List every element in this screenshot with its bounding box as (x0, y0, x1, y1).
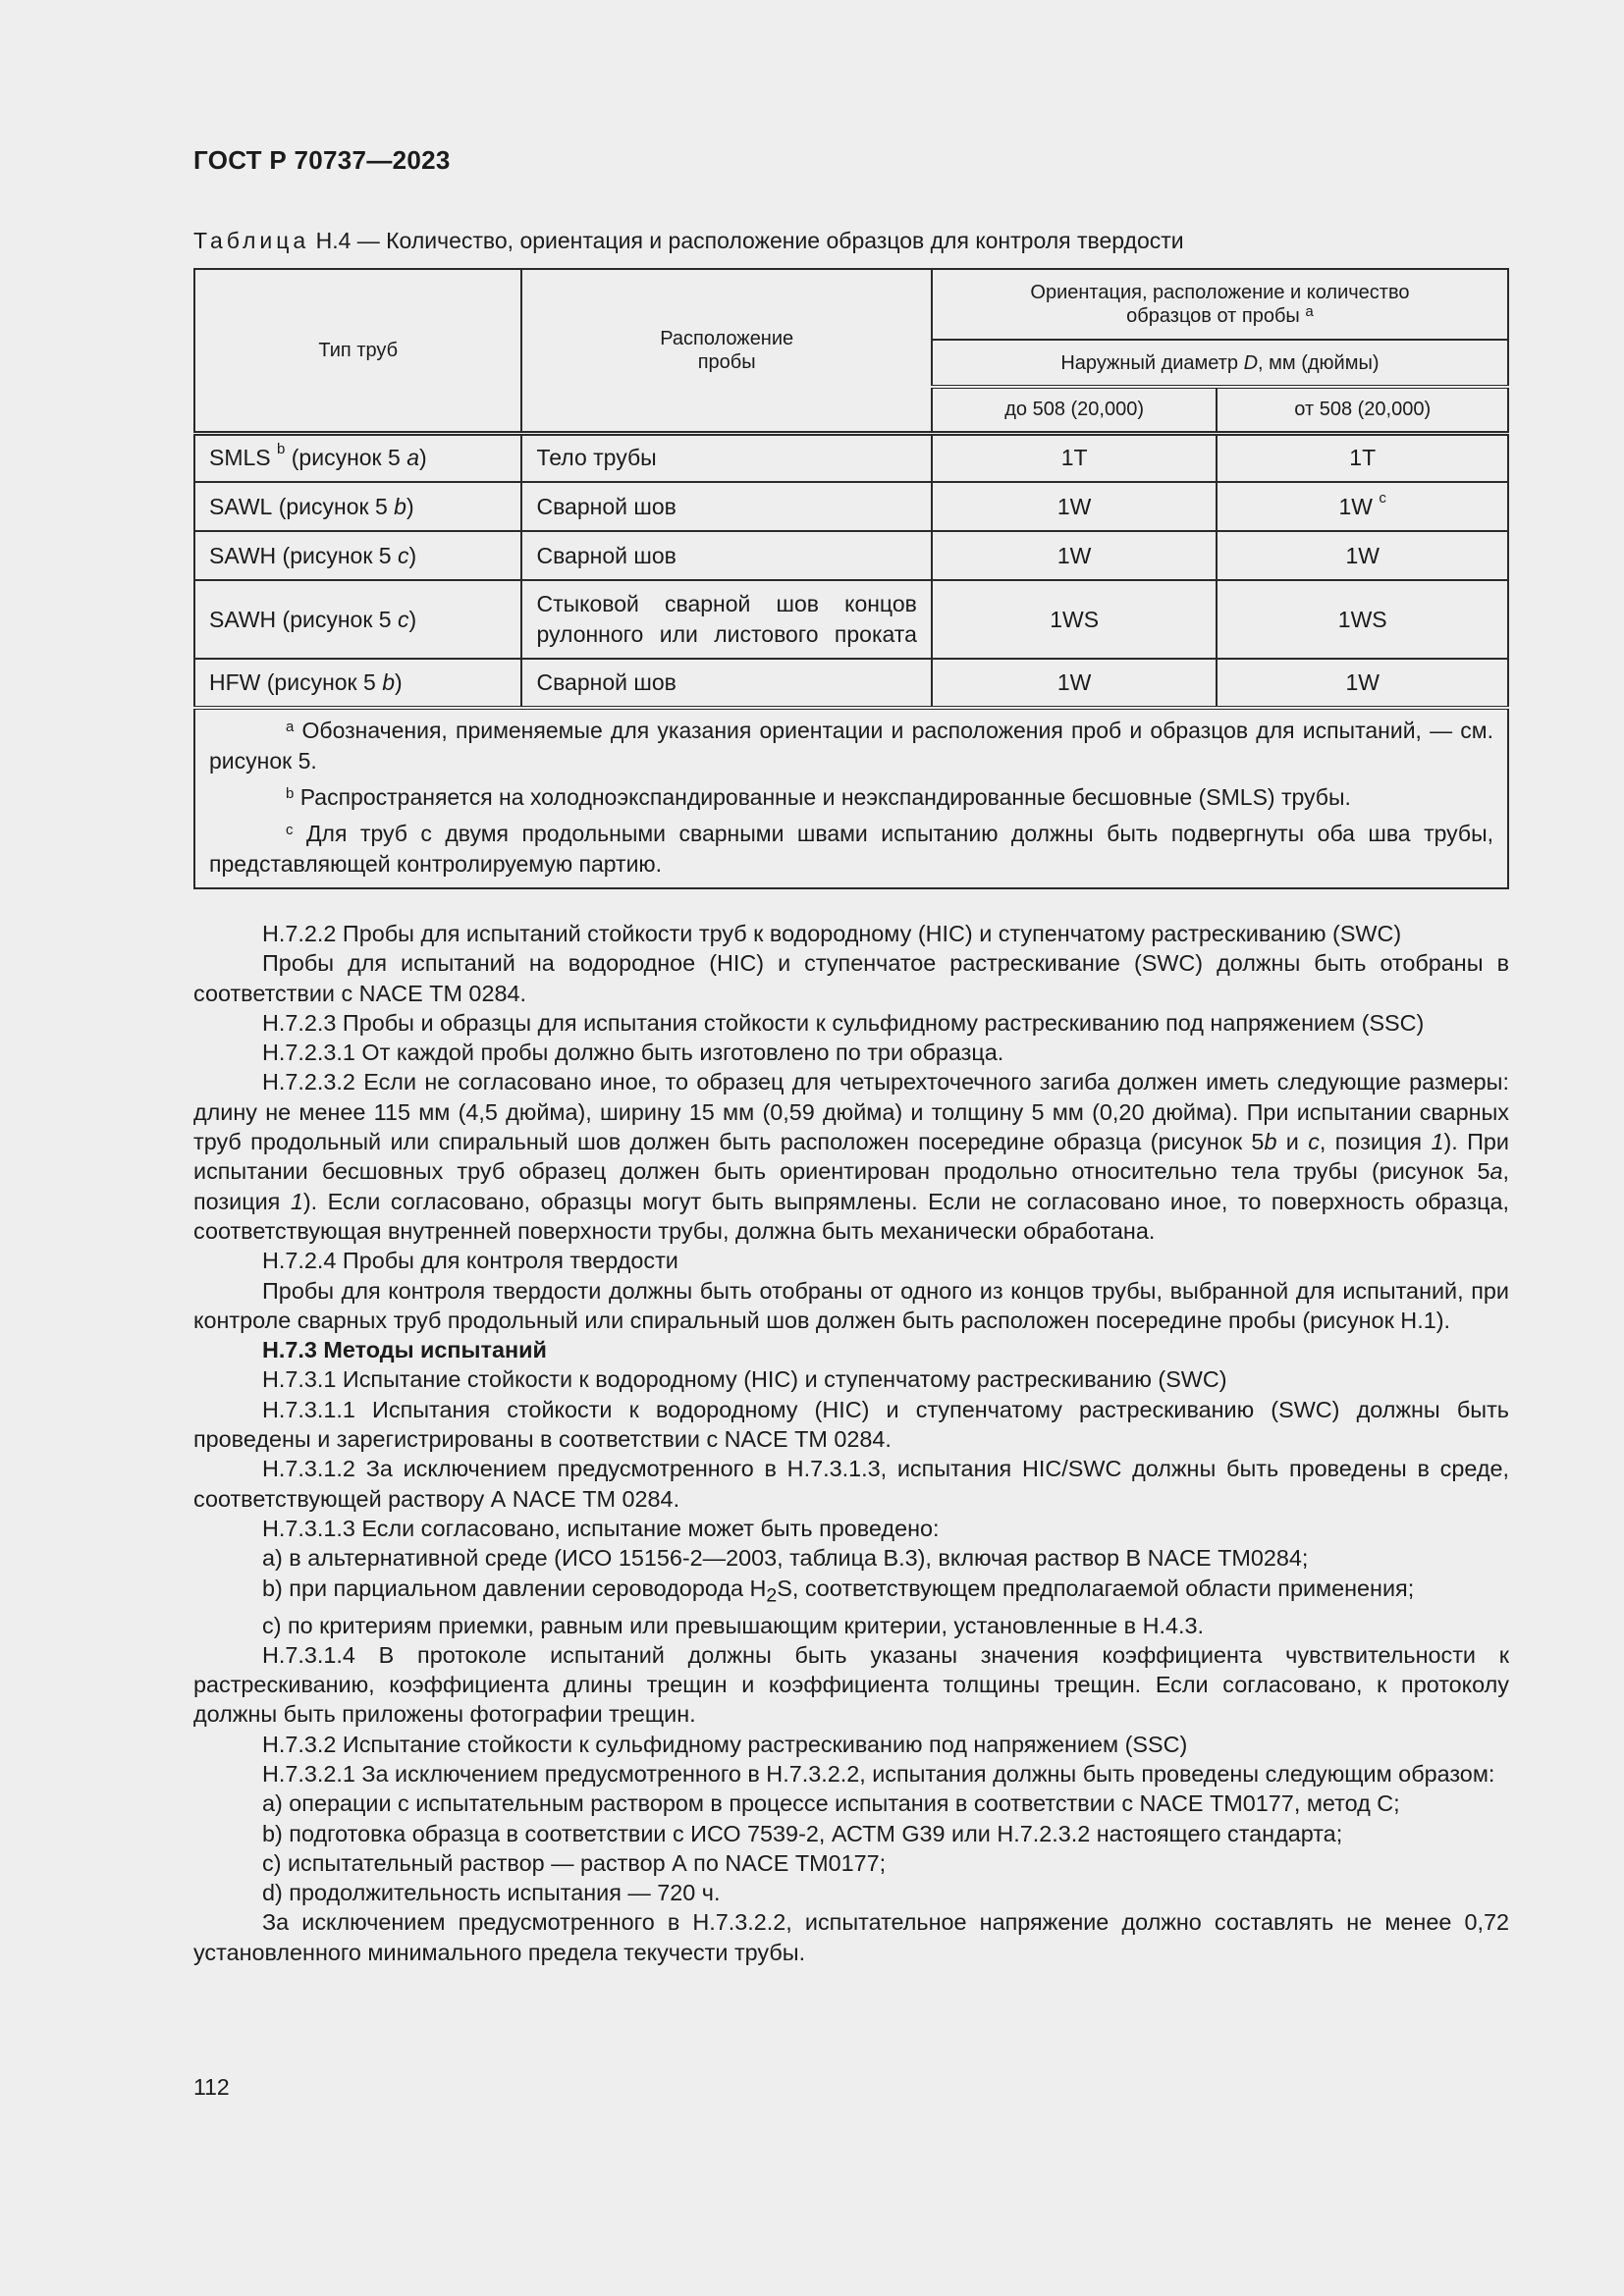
cell-location: Тело трубы (521, 433, 931, 482)
list-item: b) подготовка образца в соответствии с ИСО 7539-2, АСТМ G39 или Н.7.2.3.2 настоящего стандарта; (262, 1820, 1343, 1846)
list-item: d) продолжительность испытания — 720 ч. (262, 1880, 721, 1906)
table-footnotes (194, 708, 1508, 888)
section-heading: Н.7.3 Методы испытаний (262, 1337, 547, 1363)
paragraph: Н.7.3.1.4 В протоколе испытаний должны быть указаны значения коэффициента чувствительности к растрескиванию, коэффициента длины трещин и коэффициента толщины трещин. Если согласовано, к протоколу должны быть приложены фотографии трещин. (193, 1641, 1509, 1728)
paragraph: Н.7.3.1.2 За исключением предусмотренного в Н.7.3.1.3, испытания HIC/SWC должны быть проведены в среде, соответствующей раствору А NACE ТМ 0284. (193, 1456, 1509, 1512)
footnote-b: $^b$ Распространяется на холодноэкспандированные и неэкспандированные бесшовные (SMLS) трубы. (286, 784, 1351, 810)
footnote-c: $^c$ Для труб с двумя продольными сварными швами испытанию должны быть подвергнуты оба шва трубы, представляющей контролируемую партию. (209, 821, 1493, 877)
cell-location: Стыковой сварной шов концов рулонного или листового проката (521, 580, 931, 659)
paragraph: Н.7.2.4 Пробы для контроля твердости (262, 1248, 678, 1274)
body-text (193, 919, 1509, 1967)
cell-upto: 1W (932, 482, 1218, 531)
list-item: b) при парциальном давлении сероводорода $H_2S$, соответствующем предполагаемой области применения; (262, 1575, 1415, 1607)
table-row (194, 531, 1508, 580)
table-row (194, 433, 1508, 482)
table-row (194, 580, 1508, 659)
footnote-a: $^a$ Обозначения, применяемые для указания ориентации и расположения проб и образцов для испытаний, — см. рисунок 5. (209, 718, 1493, 774)
cell-upto: 1W (932, 659, 1218, 708)
list-item: c) испытательный раствор — раствор А по NACE ТМ0177; (262, 1849, 887, 1876)
paragraph: Н.7.3.1.3 Если согласовано, испытание может быть проведено: (262, 1515, 940, 1541)
cell-pipe-type: SMLS $^b$ (рисунок 5 a) (194, 433, 521, 482)
list-item: a) операции с испытательным раствором в процессе испытания в соответствии с NACE ТМ0177, метод С; (262, 1790, 1400, 1817)
paragraph: Н.7.3.2 Испытание стойкости к сульфидному растрескиванию под напряжением (SSC) (262, 1731, 1188, 1757)
paragraph: Н.7.2.3 Пробы и образцы для испытания стойкости к сульфидному растрескиванию под напряжением (SSC) (262, 1009, 1425, 1036)
paragraph: Н.7.3.1.1 Испытания стойкости к водородному (HIC) и ступенчатому растрескиванию (SWC) должны быть проведены и зарегистрированы в соответствии с NACE ТМ 0284. (193, 1396, 1509, 1453)
header-diameter-from: от 508 (20,000) (1217, 387, 1508, 433)
cell-from: 1Т (1217, 433, 1508, 482)
header-pipe-type: Тип труб (194, 269, 521, 433)
list-item: c) по критериям приемки, равным или превышающим критерии, установленные в Н.4.3. (262, 1612, 1204, 1638)
table-row (194, 482, 1508, 531)
cell-from: 1W $^c$ (1217, 482, 1508, 531)
table-caption-text: Н.4 — Количество, ориентация и расположение образцов для контроля твердости (309, 228, 1184, 253)
paragraph: Н.7.2.2 Пробы для испытаний стойкости труб к водородному (HIC) и ступенчатому растрескиванию (SWC) (262, 921, 1402, 946)
cell-upto: 1Т (932, 433, 1218, 482)
header-diameter-upto: до 508 (20,000) (932, 387, 1218, 433)
cell-pipe-type: SAWH (рисунок 5 c) (194, 531, 521, 580)
cell-pipe-type: SAWL (рисунок 5 b) (194, 482, 521, 531)
document-header: ГОСТ Р 70737—2023 (193, 145, 451, 175)
table-caption (193, 228, 1184, 254)
paragraph: Пробы для испытаний на водородное (HIC) и ступенчатое растрескивание (SWC) должны быть отобраны в соответствии с NACE ТМ 0284. (193, 950, 1509, 1006)
list-item: a) в альтернативной среде (ИСО 15156-2—2003, таблица В.3), включая раствор В NACE ТМ0284; (262, 1545, 1309, 1572)
header-sample-location: Расположение пробы (521, 269, 931, 433)
paragraph: Н.7.2.3.2 Если не согласовано иное, то образец для четырехточечного загиба должен иметь следующие размеры: длину не менее 115 мм (4,5 дюйма), ширину 15 мм (0,59 дюйма) и толщину 5 мм (0,20 дюйма). При испытании сварных труб продольный или спиральный шов должен быть расположен посередине образца (рисунок 5b и c, позиция 1). При испытании бесшовных труб образец должен быть ориентирован продольно относительно тела трубы (рисунок 5a, позиция 1). Если согласовано, образцы могут быть выпрямлены. Если не согласовано иное, то поверхность образца, соответствующая внутренней поверхности трубы, должна быть механически обработана. (193, 1069, 1509, 1244)
cell-upto: 1WS (932, 580, 1218, 659)
header-outer-diameter: Наружный диаметр D, мм (дюймы) (932, 340, 1508, 387)
cell-pipe-type: HFW (рисунок 5 b) (194, 659, 521, 708)
paragraph: Н.7.2.3.1 От каждой пробы должно быть изготовлено по три образца. (262, 1040, 1004, 1066)
cell-pipe-type: SAWH (рисунок 5 c) (194, 580, 521, 659)
cell-location: Сварной шов (521, 531, 931, 580)
cell-from: 1WS (1217, 580, 1508, 659)
page-number: 112 (193, 2074, 230, 2100)
paragraph: Н.7.3.2.1 За исключением предусмотренного в Н.7.3.2.2, испытания должны быть проведены следующим образом: (262, 1760, 1495, 1787)
cell-upto: 1W (932, 531, 1218, 580)
cell-from: 1W (1217, 659, 1508, 708)
cell-location: Сварной шов (521, 482, 931, 531)
table-row (194, 659, 1508, 708)
header-orientation: Ориентация, расположение и количество образцов от пробы $^a$ (932, 269, 1508, 340)
paragraph: Пробы для контроля твердости должны быть отобраны от одного из концов трубы, выбранной для испытаний, при контроле сварных труб продольный или спиральный шов должен быть расположен посередине пробы (рисунок Н.1). (193, 1277, 1509, 1333)
table-caption-label: Таблица (193, 228, 310, 253)
cell-location: Сварной шов (521, 659, 931, 708)
paragraph: За исключением предусмотренного в Н.7.3.2.2, испытательное напряжение должно составлять не менее 0,72 установленного минимального предела текучести трубы. (193, 1909, 1509, 1965)
cell-from: 1W (1217, 531, 1508, 580)
paragraph: Н.7.3.1 Испытание стойкости к водородному (HIC) и ступенчатому растрескиванию (SWC) (262, 1366, 1227, 1393)
hardness-samples-table (193, 268, 1509, 889)
